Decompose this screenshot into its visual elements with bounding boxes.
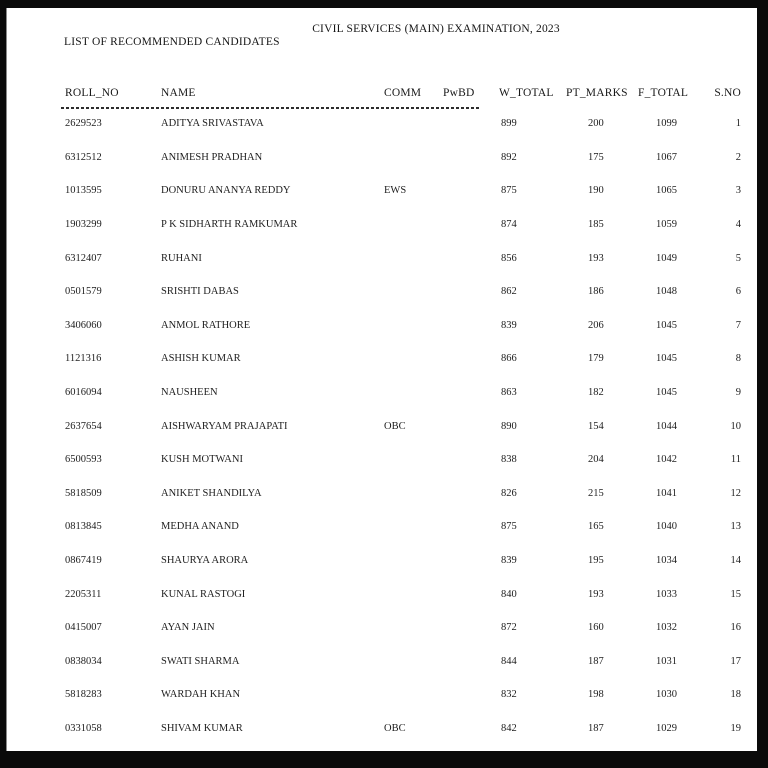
- cell-roll-no: 6016094: [65, 387, 102, 399]
- cell-name: AYAN JAIN: [161, 622, 215, 634]
- cell-comm: EWS: [384, 185, 407, 197]
- cell-s-no: 19: [730, 722, 741, 734]
- cell-w-total: 844: [501, 655, 517, 667]
- cell-name: ASHISH KUMAR: [161, 353, 241, 365]
- cell-roll-no: 0813845: [65, 521, 102, 533]
- cell-pt-marks: 215: [588, 487, 604, 499]
- cell-roll-no: 2629523: [65, 118, 102, 130]
- cell-pt-marks: 186: [588, 286, 604, 298]
- cell-pt-marks: 165: [588, 521, 604, 533]
- cell-roll-no: 0838034: [65, 655, 102, 667]
- cell-s-no: 5: [735, 252, 741, 264]
- cell-f-total: 1033: [656, 588, 677, 600]
- cell-w-total: 840: [501, 588, 517, 600]
- cell-pt-marks: 179: [588, 353, 604, 365]
- table-row: [7, 376, 757, 410]
- table-row: [7, 678, 757, 712]
- cell-pt-marks: 195: [588, 555, 604, 567]
- cell-s-no: 8: [735, 353, 741, 365]
- cell-pt-marks: 187: [588, 722, 604, 734]
- cell-name: ADITYA SRIVASTAVA: [161, 118, 264, 130]
- table-row: [7, 645, 757, 679]
- cell-f-total: 1045: [656, 353, 677, 365]
- table-row: [7, 577, 757, 611]
- cell-f-total: 1067: [656, 151, 677, 163]
- cell-roll-no: 0331058: [65, 722, 102, 734]
- cell-s-no: 3: [735, 185, 741, 197]
- table-row: [7, 342, 757, 376]
- cell-f-total: 1042: [656, 454, 677, 466]
- cell-pt-marks: 193: [588, 588, 604, 600]
- candidates-table: [7, 87, 757, 745]
- cell-name: ANMOL RATHORE: [161, 319, 251, 331]
- cell-f-total: 1065: [656, 185, 677, 197]
- cell-w-total: 875: [501, 521, 517, 533]
- cell-w-total: 874: [501, 219, 517, 231]
- cell-comm: OBC: [384, 420, 406, 432]
- cell-s-no: 7: [735, 319, 741, 331]
- cell-name: KUSH MOTWANI: [161, 454, 243, 466]
- cell-roll-no: 2637654: [65, 420, 102, 432]
- cell-w-total: 839: [501, 319, 517, 331]
- table-row: [7, 611, 757, 645]
- cell-name: ANIMESH PRADHAN: [161, 151, 263, 163]
- cell-roll-no: 6500593: [65, 454, 102, 466]
- cell-roll-no: 2205311: [65, 588, 102, 600]
- cell-name: AISHWARYAM PRAJAPATI: [161, 420, 288, 432]
- table-row: [7, 141, 757, 175]
- cell-roll-no: 6312407: [65, 252, 102, 264]
- col-header-pwbd: PwBD: [443, 87, 475, 99]
- col-header-name: NAME: [161, 87, 196, 99]
- cell-s-no: 14: [730, 555, 741, 567]
- cell-w-total: 866: [501, 353, 517, 365]
- cell-roll-no: 0415007: [65, 622, 102, 634]
- cell-f-total: 1034: [656, 555, 677, 567]
- col-header-comm: COMM: [384, 87, 422, 99]
- cell-roll-no: 5818509: [65, 487, 102, 499]
- table-row: [7, 544, 757, 578]
- cell-name: SHIVAM KUMAR: [161, 722, 243, 734]
- cell-s-no: 18: [730, 689, 741, 701]
- cell-roll-no: 1903299: [65, 219, 102, 231]
- table-row: [7, 510, 757, 544]
- cell-name: SRISHTI DABAS: [161, 286, 239, 298]
- table-header-row: [7, 87, 757, 99]
- table-row: [7, 174, 757, 208]
- cell-name: ANIKET SHANDILYA: [161, 487, 262, 499]
- cell-f-total: 1049: [656, 252, 677, 264]
- cell-s-no: 15: [730, 588, 741, 600]
- document-page: [6, 8, 757, 751]
- cell-f-total: 1099: [656, 118, 677, 130]
- cell-roll-no: 0867419: [65, 555, 102, 567]
- cell-s-no: 4: [735, 219, 741, 231]
- cell-pt-marks: 182: [588, 387, 604, 399]
- cell-f-total: 1059: [656, 219, 677, 231]
- cell-name: DONURU ANANYA REDDY: [161, 185, 291, 197]
- col-header-s-no: S.NO: [714, 87, 741, 99]
- cell-w-total: 839: [501, 555, 517, 567]
- page-title: CIVIL SERVICES (MAIN) EXAMINATION, 2023: [312, 23, 560, 35]
- cell-w-total: 838: [501, 454, 517, 466]
- table-row: [7, 241, 757, 275]
- cell-f-total: 1045: [656, 387, 677, 399]
- cell-pt-marks: 193: [588, 252, 604, 264]
- cell-name: RUHANI: [161, 252, 202, 264]
- cell-f-total: 1048: [656, 286, 677, 298]
- cell-s-no: 11: [730, 454, 741, 466]
- cell-name: NAUSHEEN: [161, 387, 218, 399]
- cell-s-no: 13: [730, 521, 741, 533]
- cell-roll-no: 6312512: [65, 151, 102, 163]
- cell-pt-marks: 175: [588, 151, 604, 163]
- cell-f-total: 1045: [656, 319, 677, 331]
- table-row: [7, 477, 757, 511]
- cell-w-total: 899: [501, 118, 517, 130]
- cell-f-total: 1040: [656, 521, 677, 533]
- cell-pt-marks: 187: [588, 655, 604, 667]
- cell-name: SHAURYA ARORA: [161, 555, 249, 567]
- cell-name: KUNAL RASTOGI: [161, 588, 246, 600]
- cell-w-total: 842: [501, 722, 517, 734]
- cell-w-total: 856: [501, 252, 517, 264]
- cell-s-no: 9: [735, 387, 741, 399]
- cell-s-no: 1: [735, 118, 741, 130]
- col-header-f-total: F_TOTAL: [638, 87, 689, 99]
- cell-name: SWATI SHARMA: [161, 655, 240, 667]
- cell-roll-no: 3406060: [65, 319, 102, 331]
- table-row: [7, 443, 757, 477]
- cell-w-total: 875: [501, 185, 517, 197]
- cell-f-total: 1041: [656, 487, 677, 499]
- cell-pt-marks: 185: [588, 219, 604, 231]
- table-row: [7, 309, 757, 343]
- list-heading: LIST OF RECOMMENDED CANDIDATES: [64, 36, 280, 48]
- table-row: [7, 208, 757, 242]
- cell-f-total: 1032: [656, 622, 677, 634]
- cell-name: MEDHA ANAND: [161, 521, 239, 533]
- cell-s-no: 12: [730, 487, 741, 499]
- cell-pt-marks: 154: [588, 420, 604, 432]
- cell-pt-marks: 198: [588, 689, 604, 701]
- table-row: [7, 712, 757, 746]
- cell-f-total: 1031: [656, 655, 677, 667]
- cell-name: WARDAH KHAN: [161, 689, 241, 701]
- cell-pt-marks: 160: [588, 622, 604, 634]
- cell-s-no: 2: [735, 151, 741, 163]
- cell-f-total: 1029: [656, 722, 677, 734]
- cell-comm: OBC: [384, 722, 406, 734]
- cell-f-total: 1030: [656, 689, 677, 701]
- cell-s-no: 6: [735, 286, 741, 298]
- cell-f-total: 1044: [656, 420, 677, 432]
- cell-w-total: 862: [501, 286, 517, 298]
- cell-pt-marks: 204: [588, 454, 604, 466]
- cell-w-total: 892: [501, 151, 517, 163]
- cell-s-no: 10: [730, 420, 741, 432]
- cell-s-no: 16: [730, 622, 741, 634]
- cell-w-total: 832: [501, 689, 517, 701]
- cell-pt-marks: 206: [588, 319, 604, 331]
- cell-w-total: 863: [501, 387, 517, 399]
- cell-pt-marks: 200: [588, 118, 604, 130]
- cell-roll-no: 0501579: [65, 286, 102, 298]
- cell-roll-no: 1013595: [65, 185, 102, 197]
- col-header-pt-marks: PT_MARKS: [566, 87, 628, 99]
- cell-pt-marks: 190: [588, 185, 604, 197]
- cell-w-total: 872: [501, 622, 517, 634]
- table-row: [7, 275, 757, 309]
- col-header-w-total: W_TOTAL: [499, 87, 554, 99]
- cell-roll-no: 1121316: [65, 353, 102, 365]
- cell-roll-no: 5818283: [65, 689, 102, 701]
- cell-s-no: 17: [730, 655, 741, 667]
- cell-w-total: 890: [501, 420, 517, 432]
- table-row: [7, 409, 757, 443]
- cell-w-total: 826: [501, 487, 517, 499]
- col-header-roll-no: ROLL_NO: [65, 87, 119, 99]
- table-body: [7, 107, 757, 745]
- table-row: [7, 107, 757, 141]
- cell-name: P K SIDHARTH RAMKUMAR: [161, 219, 298, 231]
